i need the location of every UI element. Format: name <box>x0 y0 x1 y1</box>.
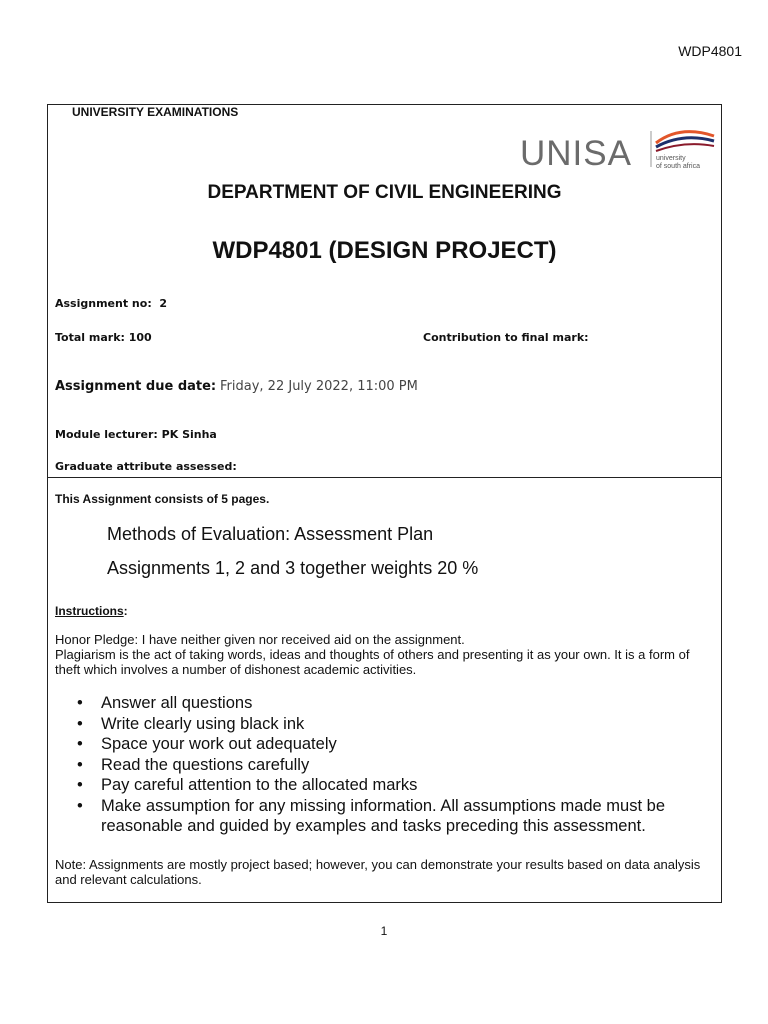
document-code: WDP4801 <box>678 43 742 59</box>
unisa-wordmark: UNISA <box>520 134 632 171</box>
list-item: • Answer all questions <box>101 693 715 714</box>
assignment-number: Assignment no: 2 <box>55 297 168 310</box>
total-mark: Total mark: 100 <box>55 331 152 344</box>
contribution-label: Contribution to final mark: <box>423 331 589 344</box>
page-number: 1 <box>380 924 388 938</box>
pledge-line: Honor Pledge: I have neither given nor received aid on the assignment. <box>55 632 465 647</box>
instructions-label: Instructions <box>55 604 124 618</box>
instruction-list <box>55 693 715 837</box>
module-lecturer: Module lecturer: PK Sinha <box>55 428 217 441</box>
instructions-box <box>47 477 722 903</box>
assignment-weights: Assignments 1, 2 and 3 together weights 20 % <box>107 558 479 578</box>
page-count-note: This Assignment consists of 5 pages. <box>55 492 270 506</box>
logo-tagline-1: university <box>656 155 686 162</box>
university-examinations-label: UNIVERSITY EXAMINATIONS <box>72 105 239 119</box>
list-item: • Read the questions carefully <box>101 755 715 776</box>
due-date <box>55 377 418 394</box>
assignment-note: Note: Assignments are mostly project based; however, you can demonstrate your results based on data analysis and relevant calculations. <box>55 857 701 887</box>
due-date-label: Assignment due date: <box>55 379 217 394</box>
honor-pledge <box>55 632 717 677</box>
instructions-heading <box>55 604 128 618</box>
methods-of-evaluation: Methods of Evaluation: Assessment Plan <box>107 524 434 544</box>
list-item: • Pay careful attention to the allocated marks <box>101 775 715 796</box>
list-item: • Make assumption for any missing information. All assumptions made must be reasonable and guided by examples and tasks preceding this assessment. <box>101 796 715 837</box>
cover-box <box>47 104 722 478</box>
unisa-logo <box>518 127 718 171</box>
instructions-colon: : <box>123 604 128 618</box>
course-title: WDP4801 (DESIGN PROJECT) <box>212 237 557 264</box>
plagiarism-text: Plagiarism is the act of taking words, ideas and thoughts of others and presenting it as your own. It is a form of theft which involves a number of dishonest academic activities. <box>55 647 690 677</box>
list-item: • Space your work out adequately <box>101 734 715 755</box>
graduate-attribute: Graduate attribute assessed: <box>55 460 237 473</box>
logo-tagline-2: of south africa <box>656 163 700 170</box>
department-title: DEPARTMENT OF CIVIL ENGINEERING <box>207 182 562 203</box>
list-item: • Write clearly using black ink <box>101 714 715 735</box>
due-date-value: Friday, 22 July 2022, 11:00 PM <box>220 379 418 394</box>
